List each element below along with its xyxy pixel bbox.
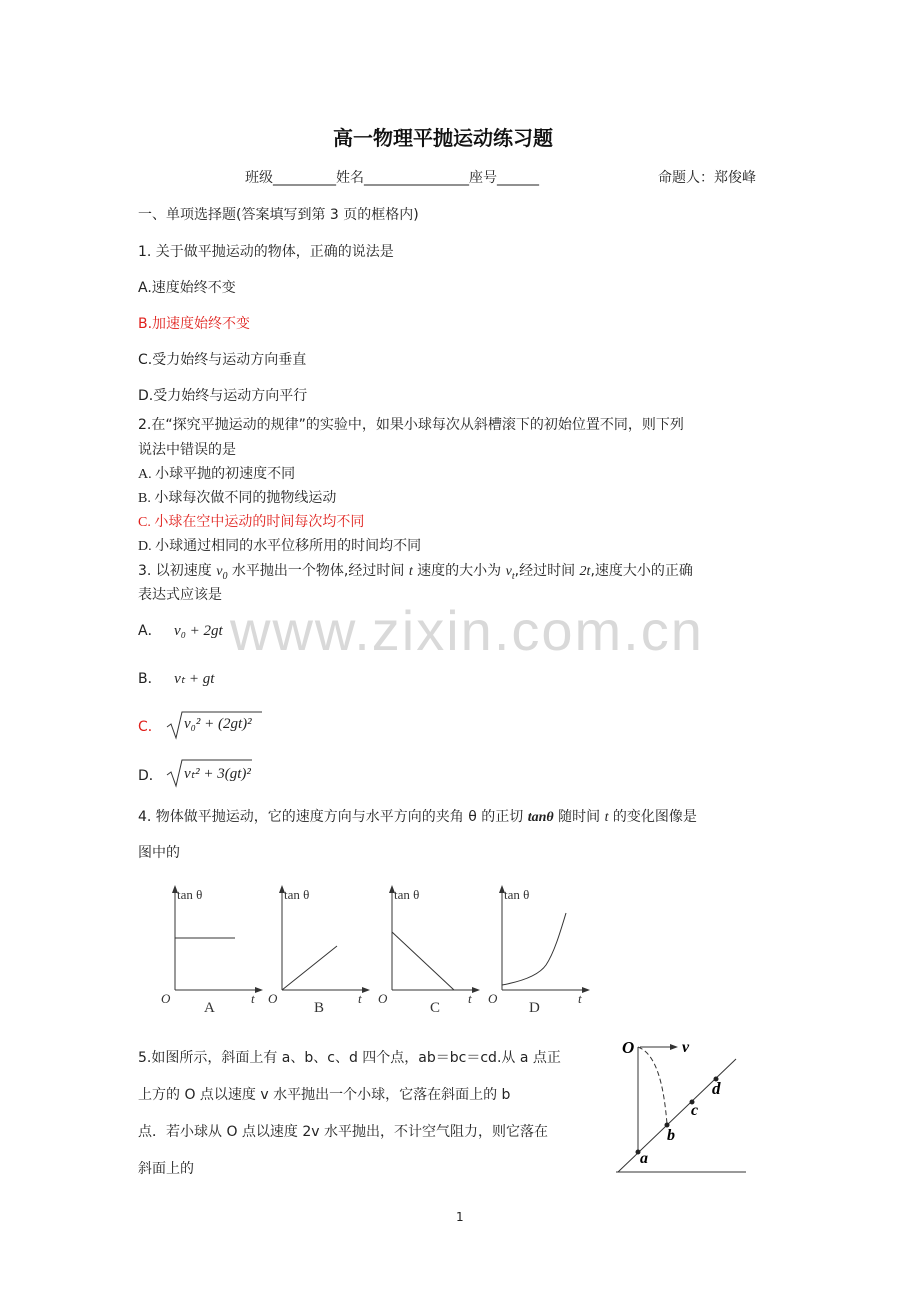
x-axis-arrow-icon xyxy=(362,987,370,993)
label-O: O xyxy=(622,1038,635,1057)
q3-option-c: C． xyxy=(138,719,162,735)
q3-stem-line2: 表达式应该是 xyxy=(138,587,222,603)
x-label: t xyxy=(578,991,582,1006)
q4-stem-line1: 4. 物体做平抛运动，它的速度方向与水平方向的夹角 θ 的正切 tanθ 随时间 t 的变化图像是 xyxy=(138,809,697,825)
incline-line xyxy=(618,1059,736,1172)
q3-expr-b: vₜ + gt xyxy=(174,671,215,687)
q5-line4: 斜面上的 xyxy=(138,1161,194,1177)
q4-stem-line2: 图中的 xyxy=(138,845,180,861)
curve-c xyxy=(392,932,454,990)
velocity-arrow-icon xyxy=(670,1044,678,1050)
q2-option-a: A. 小球平抛的初速度不同 xyxy=(138,467,296,482)
incline-figure xyxy=(612,1032,752,1186)
y-label: tan θ xyxy=(394,887,420,902)
q1-option-c: C.受力始终与运动方向垂直 xyxy=(138,352,307,368)
origin-label: O xyxy=(378,991,388,1006)
y-label: tan θ xyxy=(504,887,530,902)
page-number: 1 xyxy=(456,1210,464,1224)
q5-line2: 上方的 O 点以速度 v 水平抛出一个小球，它落在斜面上的 b xyxy=(138,1087,511,1103)
page-title: 高一物理平抛运动练习题 xyxy=(333,126,553,150)
q2-option-b: B. 小球每次做不同的抛物线运动 xyxy=(138,491,337,506)
watermark: www.zixin.com.cn xyxy=(230,599,704,662)
q3-expr-a: v₀ + 2gt xyxy=(174,623,223,639)
q1-option-a: A.速度始终不变 xyxy=(138,280,236,296)
origin-label: O xyxy=(488,991,498,1006)
curve-b xyxy=(282,946,337,990)
q5-line1: 5.如图所示，斜面上有 a、b、c、d 四个点，ab＝bc＝cd.从 a 点正 xyxy=(138,1050,561,1066)
graph-a xyxy=(157,885,267,1024)
q3-option-a: A． v₀ + 2gt xyxy=(138,623,223,639)
graph-b xyxy=(264,885,374,1024)
q2-stem-line2: 说法中错误的是 xyxy=(138,442,236,458)
graph-c xyxy=(374,885,484,1024)
graph-label-b: B xyxy=(314,1000,325,1016)
q1-option-d: D.受力始终与运动方向平行 xyxy=(138,388,308,404)
q3-option-d: D． xyxy=(138,768,163,784)
label-a: a xyxy=(640,1150,648,1167)
q1-option-b: B.加速度始终不变 xyxy=(138,316,251,332)
q3-stem-line1: 3. 以初速度 $v_0$ 水平抛出一个物体,经过时间 t 速度的大小为 $v_t$,经过时间 2t,速度大小的正确 xyxy=(138,563,693,582)
q1-stem: 1. 关于做平抛运动的物体，正确的说法是 xyxy=(138,244,394,260)
author: 命题人：郑俊峰 xyxy=(658,170,756,186)
student-info: 班级_________姓名_______________座号______ xyxy=(245,170,539,186)
origin-label: O xyxy=(268,991,278,1006)
origin-label: O xyxy=(161,991,171,1006)
q5-line3: 点．若小球从 O 点以速度 2v 水平抛出，不计空气阻力，则它落在 xyxy=(138,1124,549,1140)
graph-d xyxy=(484,885,594,1024)
trajectory xyxy=(638,1047,667,1124)
x-label: t xyxy=(468,991,472,1006)
x-axis-arrow-icon xyxy=(582,987,590,993)
x-axis-arrow-icon xyxy=(255,987,263,993)
graph-label-c: C xyxy=(430,1000,441,1016)
label-v: v xyxy=(682,1039,690,1056)
label-d: d xyxy=(712,1079,721,1098)
label-c: c xyxy=(691,1102,699,1119)
q3-expr-c: v₀² + (2gt)² xyxy=(166,709,266,745)
graph-label-d: D xyxy=(529,1000,540,1016)
q3-option-b: B． vₜ + gt xyxy=(138,671,215,687)
section-heading: 一、单项选择题(答案填写到第 3 页的框格内) xyxy=(138,207,419,223)
q2-stem-line1: 2.在“探究平抛运动的规律”的实验中，如果小球每次从斜槽滚下的初始位置不同，则下列 xyxy=(138,417,684,433)
graph-label-a: A xyxy=(204,1000,215,1016)
y-label: tan θ xyxy=(284,887,310,902)
q2-option-d: D. 小球通过相同的水平位移所用的时间均不同 xyxy=(138,539,422,554)
y-label: tan θ xyxy=(177,887,203,902)
x-label: t xyxy=(251,991,255,1006)
x-label: t xyxy=(358,991,362,1006)
curve-d xyxy=(502,913,566,985)
q2-option-c: C. 小球在空中运动的时间每次均不同 xyxy=(138,515,365,530)
x-axis-arrow-icon xyxy=(472,987,480,993)
label-b: b xyxy=(667,1127,675,1144)
q3-expr-d: vₜ² + 3(gt)² xyxy=(166,757,256,793)
